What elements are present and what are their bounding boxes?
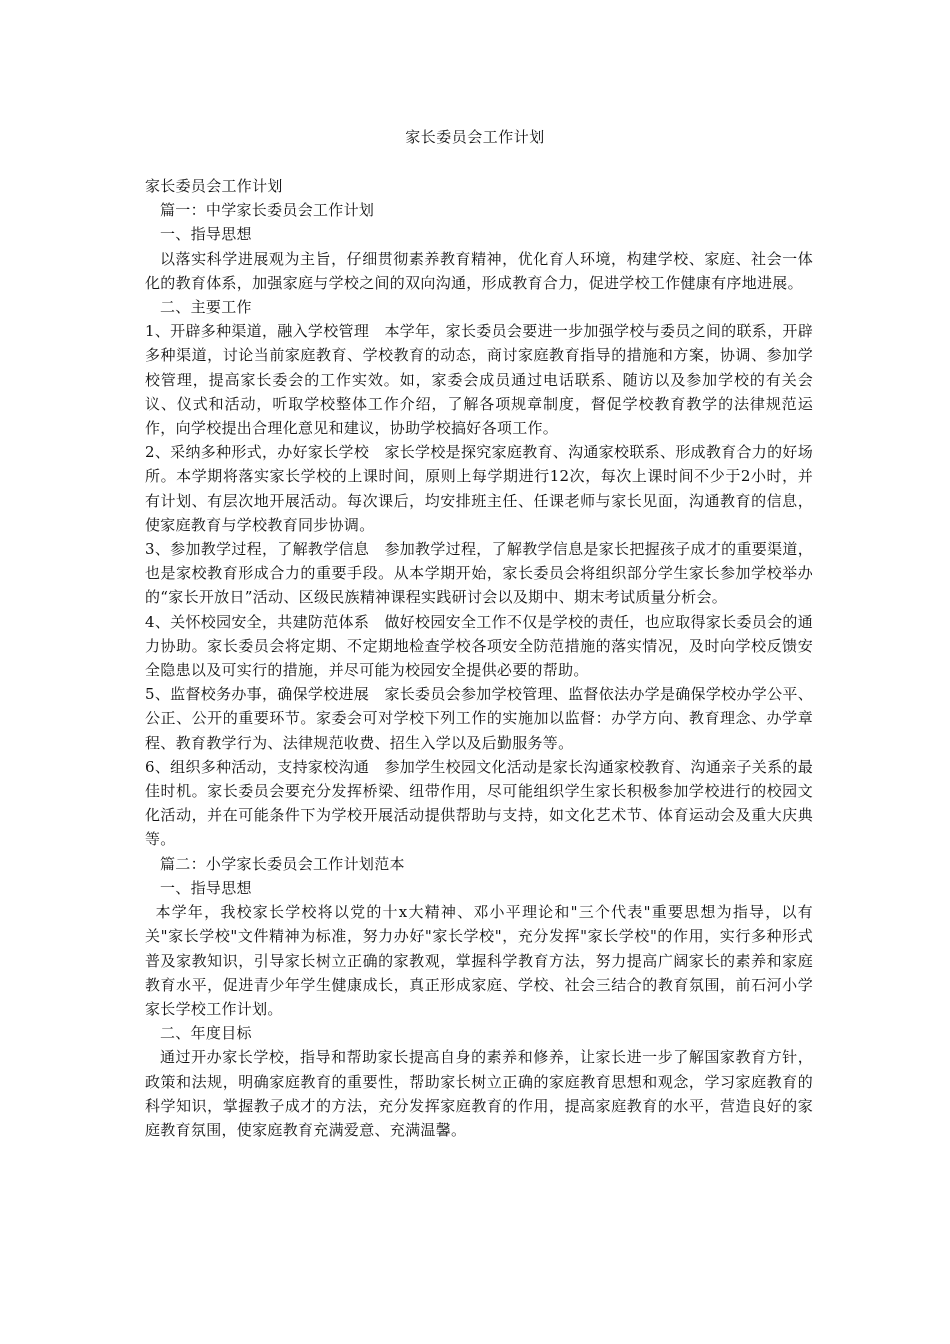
- document-title: 家长委员会工作计划: [405, 128, 545, 146]
- paragraph-annual-goals: 通过开办家长学校，指导和帮助家长提高自身的素养和修养，让家长进一步了解国家教育方针，政策和法规，明确家庭教育的重要性，帮助家长树立正确的家庭教育思想和观念，学习家庭教育的科学知识，掌握教子成才的方法，充分发挥家庭教育的作用，提高家庭教育的水平，营造良好的家庭教育氛围，使家庭教育充满爱意、充满温馨。: [145, 1048, 813, 1139]
- subheading-main-work: 二、主要工作: [160, 298, 252, 317]
- document-body: [145, 174, 813, 1142]
- subheading-guiding-ideology-2: 一、指导思想: [160, 878, 252, 897]
- section-title-part-two: 篇二：小学家长委员会工作计划范本: [160, 854, 405, 873]
- paragraph-work-item-1: 1、开辟多种渠道，融入学校管理 本学年，家长委员会要进一步加强学校与委员之间的联系，开辟多种渠道，讨论当前家庭教育、学校教育的动态，商讨家庭教育指导的措施和方案，协调、参加学校管理，提高家长委会的工作实效。如，家委会成员通过电话联系、随访以及参加学校的有关会议、仪式和活动，听取学校整体工作介绍，了解各项规章制度，督促学校教育教学的法律规范运作，向学校提出合理化意见和建议，协助学校搞好各项工作。: [145, 322, 813, 438]
- paragraph-work-item-5: 5、监督校务办事，确保学校进展 家长委员会参加学校管理、监督依法办学是确保学校办学公平、公正、公开的重要环节。家委会可对学校下列工作的实施加以监督：办学方向、教育理念、办学章程、教育教学行为、法律规范收费、招生入学以及后勤服务等。: [145, 685, 813, 752]
- paragraph-work-item-4: 4、关怀校园安全，共建防范体系 做好校园安全工作不仅是学校的责任，也应取得家长委员会的通力协助。家长委员会将定期、不定期地检查学校各项安全防范措施的落实情况，及时向学校反馈安全隐患以及可实行的措施，并尽可能为校园安全提供必要的帮助。: [145, 612, 813, 680]
- paragraph-guiding-ideology-1: 以落实科学进展观为主旨，仔细贯彻素养教育精神，优化育人环境，构建学校、家庭、社会一体化的教育体系，加强家庭与学校之间的双向沟通，形成教育合力，促进学校工作健康有序地进展。: [145, 249, 813, 292]
- body-heading: 家长委员会工作计划: [145, 177, 283, 195]
- subheading-annual-goals: 二、年度目标: [160, 1024, 252, 1043]
- paragraph-guiding-ideology-2: 本学年，我校家长学校将以党的十x大精神、邓小平理论和"三个代表"重要思想为指导，以有关"家长学校"文件精神为标准，努力办好"家长学校"，充分发挥"家长学校"的作用，实行多种形式普及家教知识，引导家长树立正确的家教观，掌握科学教育方法，努力提高广阔家长的素养和家庭教育水平，促进青少年学生健康成长，真正形成家庭、学校、社会三结合的教育氛围，前石河小学家长学校工作计划。: [145, 903, 813, 1018]
- subheading-guiding-ideology-1: 一、指导思想: [160, 225, 252, 244]
- paragraph-work-item-6: 6、组织多种活动，支持家校沟通 参加学生校园文化活动是家长沟通家校教育、沟通亲子关系的最佳时机。家长委员会要充分发挥桥梁、纽带作用，尽可能组织学生家长积极参加学校进行的校园文化活动，并在可能条件下为学校开展活动提供帮助与支持，如文化艺术节、体育运动会及重大庆典等。: [145, 757, 813, 849]
- section-title-part-one: 篇一：中学家长委员会工作计划: [160, 201, 375, 220]
- paragraph-work-item-2: 2、采纳多种形式，办好家长学校 家长学校是探究家庭教育、沟通家校联系、形成教育合力的好场所。本学期将落实家长学校的上课时间，原则上每学期进行12次，每次上课时间不少于2小时，并有计划、有层次地开展活动。每次课后，均安排班主任、任课老师与家长见面，沟通教育的信息，使家庭教育与学校教育同步协调。: [145, 443, 813, 534]
- paragraph-work-item-3: 3、参加教学过程，了解教学信息 参加教学过程，了解教学信息是家长把握孩子成才的重要渠道，也是家校教育形成合力的重要手段。从本学期开始，家长委员会将组织部分学生家长参加学校举办的“家长开放日”活动、区级民族精神课程实践研讨会以及期中、期末考试质量分析会。: [145, 540, 813, 607]
